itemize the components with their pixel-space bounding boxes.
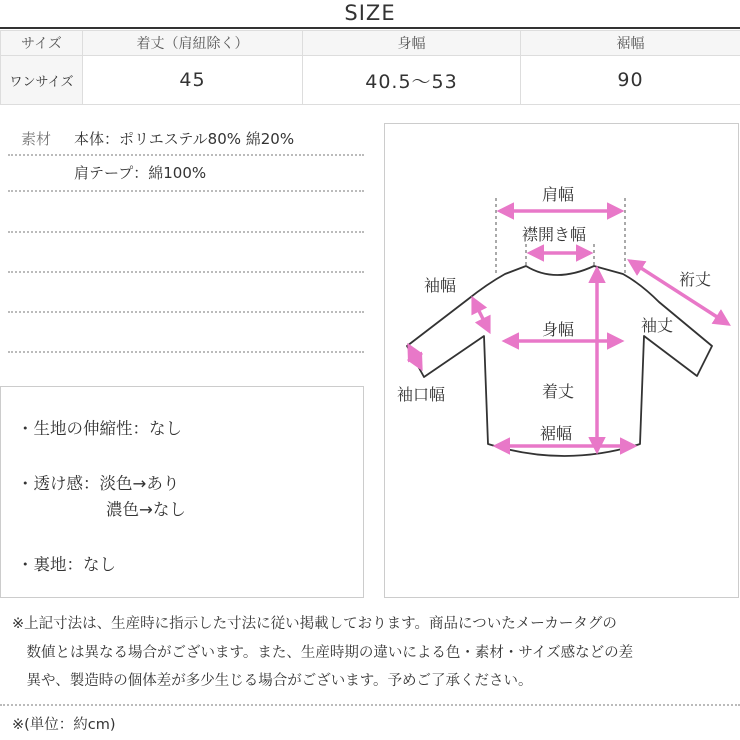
divider [8, 154, 364, 156]
label-length: 着丈 [542, 382, 575, 401]
divider [8, 351, 364, 353]
label-shoulder: 肩幅 [542, 185, 575, 204]
col-header-size: サイズ [1, 31, 83, 56]
col-header-length: 着丈（肩紐除く） [83, 31, 303, 56]
divider [8, 190, 364, 192]
divider [8, 231, 364, 233]
label-hem: 裾幅 [540, 424, 573, 443]
lining-note: ・裏地：なし [17, 555, 116, 574]
col-header-chest: 身幅 [303, 31, 521, 56]
page-title: SIZE [344, 1, 396, 25]
disclaimer-line-1: ※上記寸法は、生産時に指示した寸法に従い掲載しております。商品についたメーカータグの [12, 616, 617, 632]
label-sleeve-length: 袖丈 [641, 316, 674, 335]
divider [0, 704, 740, 706]
sheer-dark-note: 濃色→なし [106, 500, 186, 519]
title-divider [0, 27, 740, 29]
label-sleeve-width: 袖幅 [424, 276, 457, 295]
row-size-label: ワンサイズ [1, 56, 83, 105]
label-yuki: 裄丈 [679, 270, 712, 289]
material-label: 素材 [21, 130, 52, 148]
material-body: 本体：ポリエステル80% 綿20% [74, 130, 295, 148]
disclaimer-line-3: 異や、製造時の個体差が多少生じる場合がございます。予めご了承ください。 [12, 673, 533, 689]
col-header-hem: 裾幅 [521, 31, 740, 56]
cell-chest: 40.5～53 [303, 56, 521, 105]
unit-note: ※(単位：約cm) [12, 717, 116, 733]
sheer-note: ・透け感：淡色→あり [17, 474, 180, 493]
measurement-diagram [384, 123, 739, 598]
cell-hem: 90 [521, 56, 740, 105]
size-table-header [1, 31, 740, 56]
label-cuff: 袖口幅 [397, 385, 446, 404]
properties-box [0, 386, 364, 598]
size-table [0, 30, 740, 105]
stretch-note: ・生地の伸縮性：なし [17, 419, 182, 438]
label-chest: 身幅 [542, 320, 575, 339]
table-row [1, 56, 740, 105]
disclaimer-line-2: 数値とは異なる場合がございます。また、生産時期の違いによる色・素材・サイズ感などの差 [12, 645, 634, 661]
cell-length: 45 [83, 56, 303, 105]
divider [8, 271, 364, 273]
label-neck: 襟開き幅 [522, 225, 587, 244]
divider [8, 311, 364, 313]
material-tape: 肩テープ：綿100% [74, 164, 207, 182]
